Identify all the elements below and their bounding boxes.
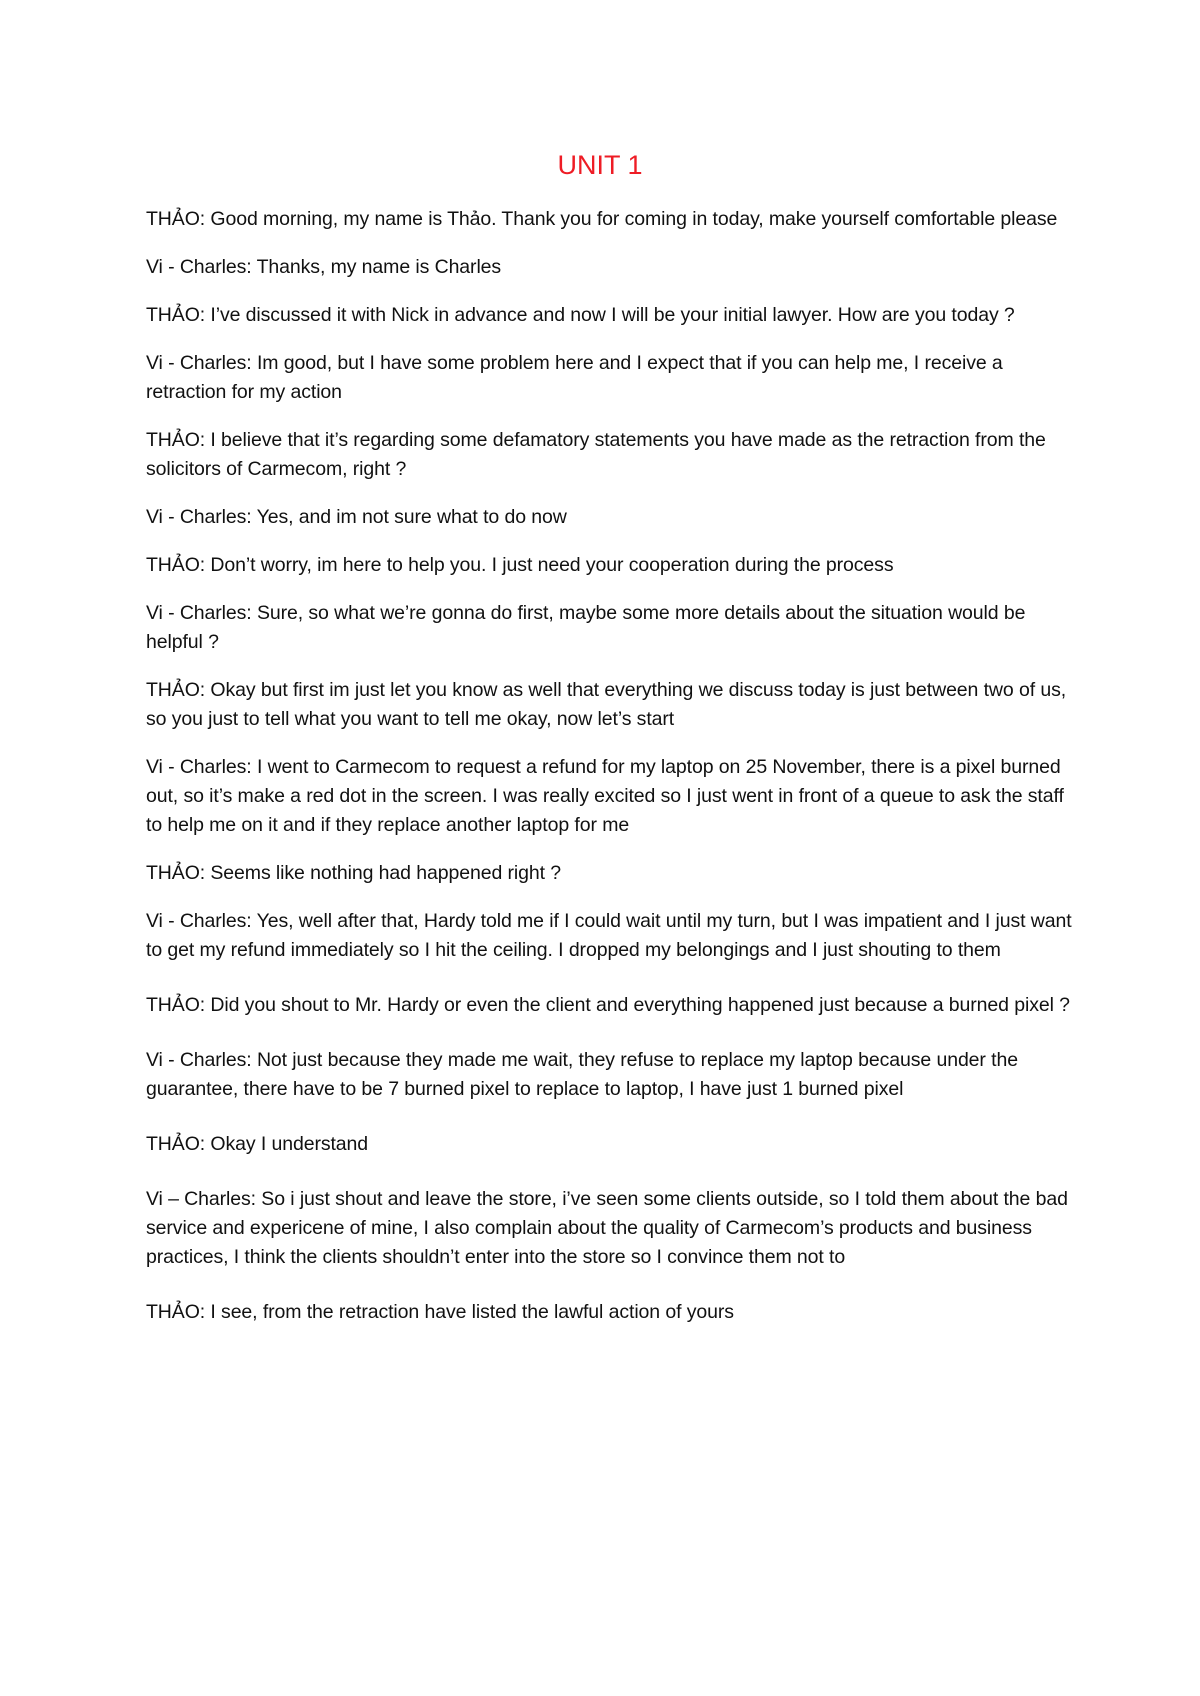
dialogue-paragraph: Vi - Charles: I went to Carmecom to request a refund for my laptop on 25 November, there is a pixel burned out, so it’s make a red dot in the screen. I was really excited so I just went in front of a queue to ask the staff to help me on it and if they replace another laptop for me [146,756,1064,836]
dialogue-paragraph: THẢO: I believe that it’s regarding some defamatory statements you have made as the retraction from the solicitors of Carmecom, right ? [146,429,1046,480]
dialogue-paragraph: Vi - Charles: Sure, so what we’re gonna do first, maybe some more details about the situation would be helpful ? [146,602,1026,653]
dialogue-paragraph: THẢO: Okay but first im just let you know as well that everything we discuss today is just between two of us, so you just to tell what you want to tell me okay, now let’s start [146,679,1067,730]
page-title: UNIT 1 [557,150,643,180]
dialogue-paragraph: Vi - Charles: Not just because they made me wait, they refuse to replace my laptop because under the guarantee, there have to be 7 burned pixel to replace to laptop, I have just 1 burned pixel [146,1049,1018,1100]
dialogue-paragraph: Vi - Charles: Thanks, my name is Charles [146,256,502,278]
dialogue-paragraph: Vi – Charles: So i just shout and leave the store, i’ve seen some clients outside, so I told them about the bad service and expericene of mine, I also complain about the quality of Carmecom’s products and business practices, I think the clients shouldn’t enter into the store so I convince them not to [146,1188,1068,1268]
dialogue-body [146,205,1076,1346]
dialogue-paragraph: THẢO: Did you shout to Mr. Hardy or even the client and everything happened just because a burned pixel ? [146,994,1070,1016]
dialogue-paragraph: THẢO: Don’t worry, im here to help you. I just need your cooperation during the process [146,554,894,576]
dialogue-paragraph: Vi - Charles: Yes, well after that, Hardy told me if I could wait until my turn, but I was impatient and I just want to get my refund immediately so I hit the ceiling. I dropped my belongings and I just shouting to them [146,910,1072,961]
dialogue-paragraph: THẢO: Good morning, my name is Thảo. Thank you for coming in today, make yourself comfortable please [146,208,1058,230]
dialogue-paragraph: Vi - Charles: Yes, and im not sure what to do now [146,506,567,528]
dialogue-paragraph: THẢO: Seems like nothing had happened right ? [146,862,562,884]
dialogue-paragraph: THẢO: Okay I understand [146,1133,369,1155]
dialogue-paragraph: THẢO: I see, from the retraction have listed the lawful action of yours [146,1301,734,1323]
dialogue-paragraph: Vi - Charles: Im good, but I have some problem here and I expect that if you can help me, I receive a retraction for my action [146,352,1003,403]
dialogue-paragraph: THẢO: I’ve discussed it with Nick in advance and now I will be your initial lawyer. How are you today ? [146,304,1015,326]
